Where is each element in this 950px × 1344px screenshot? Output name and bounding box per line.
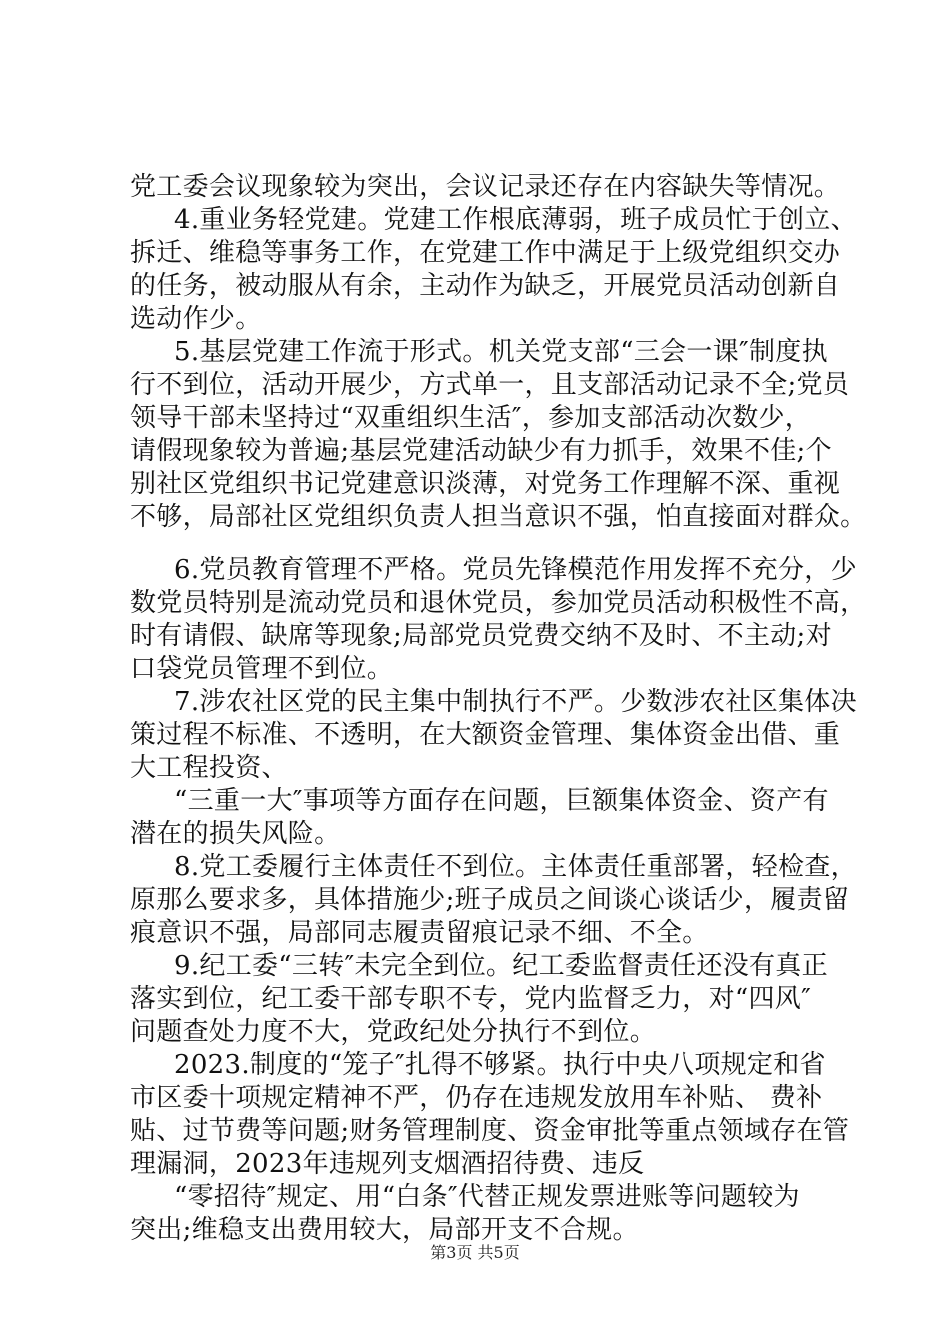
text-line: 6.党员教育管理不严格。党员先锋模范作用发挥不充分，少 (174, 555, 857, 585)
text-line: 5.基层党建工作流于形式。机关党支部“三会一课″制度执 (174, 337, 828, 367)
text-line: 策过程不标准、不透明，在大额资金管理、集体资金出借、重 (130, 720, 841, 750)
text-line: 7.涉农社区党的民主集中制执行不严。少数涉农社区集体决 (174, 687, 857, 717)
text-line: 原那么要求多，具体措施少;班子成员之间谈心谈话少，履责留 (130, 885, 850, 915)
text-line: 请假现象较为普遍;基层党建活动缺少有力抓手，效果不佳;个 (130, 436, 832, 466)
text-line: 数党员特别是流动党员和退休党员，参加党员活动积极性不高， (130, 588, 867, 618)
text-line: “零招待″规定、用“白条″代替正规发票进账等问题较为 (174, 1182, 800, 1212)
text-line: 4.重业务轻党建。党建工作根底薄弱，班子成员忙于创立、 (174, 205, 857, 235)
text-line: “三重一大″事项等方面存在问题，巨额集体资金、资产有 (174, 786, 829, 816)
text-line: 领导干部未坚持过“双重组织生活″，参加支部活动次数少， (130, 403, 812, 433)
text-line: 贴、过节费等问题;财务管理制度、资金审批等重点领域存在管 (130, 1116, 850, 1146)
text-line: 问题查处力度不大，党政纪处分执行不到位。 (130, 1017, 657, 1047)
text-line: 突出;维稳支出费用较大，局部开支不合规。 (130, 1215, 639, 1245)
text-line: 行不到位，活动开展少，方式单一，且支部活动记录不全;党员 (130, 370, 850, 400)
page-number: 第3页 共5页 (430, 1243, 520, 1262)
text-line: 9.纪工委“三转″未完全到位。纪工委监督责任还没有真正 (174, 951, 828, 981)
text-line: 党工委会议现象较为突出，会议记录还存在内容缺失等情况。 (130, 172, 841, 202)
text-line: 不够，局部社区党组织负责人担当意识不强，怕直接面对群众。 (130, 502, 867, 532)
text-line: 别社区党组织书记党建意识淡薄，对党务工作理解不深、重视 (130, 469, 841, 499)
text-line: 市区委十项规定精神不严，仍存在违规发放用车补贴、 费补 (130, 1083, 823, 1113)
text-line: 痕意识不强，局部同志履责留痕记录不细、不全。 (130, 918, 709, 948)
text-line: 2023.制度的“笼子″扎得不够紧。执行中央八项规定和省 (174, 1050, 826, 1080)
text-line: 潜在的损失风险。 (130, 819, 341, 849)
text-line: 时有请假、缺席等现象;局部党员党费交纳不及时、不主动;对 (130, 621, 832, 651)
text-line: 理漏洞，2023年违规列支烟酒招待费、违反 (130, 1149, 645, 1179)
text-line: 选动作少。 (130, 304, 262, 334)
text-line: 口袋党员管理不到位。 (130, 654, 394, 684)
text-line: 落实到位，纪工委干部专职不专，党内监督乏力，对“四风″ (130, 984, 812, 1014)
text-line: 的任务，被动服从有余，主动作为缺乏，开展党员活动创新自 (130, 271, 841, 301)
text-line: 拆迁、维稳等事务工作，在党建工作中满足于上级党组织交办 (130, 238, 841, 268)
text-line: 大工程投资、 (130, 753, 288, 783)
text-line: 8.党工委履行主体责任不到位。主体责任重部署，轻检查， (174, 852, 857, 882)
